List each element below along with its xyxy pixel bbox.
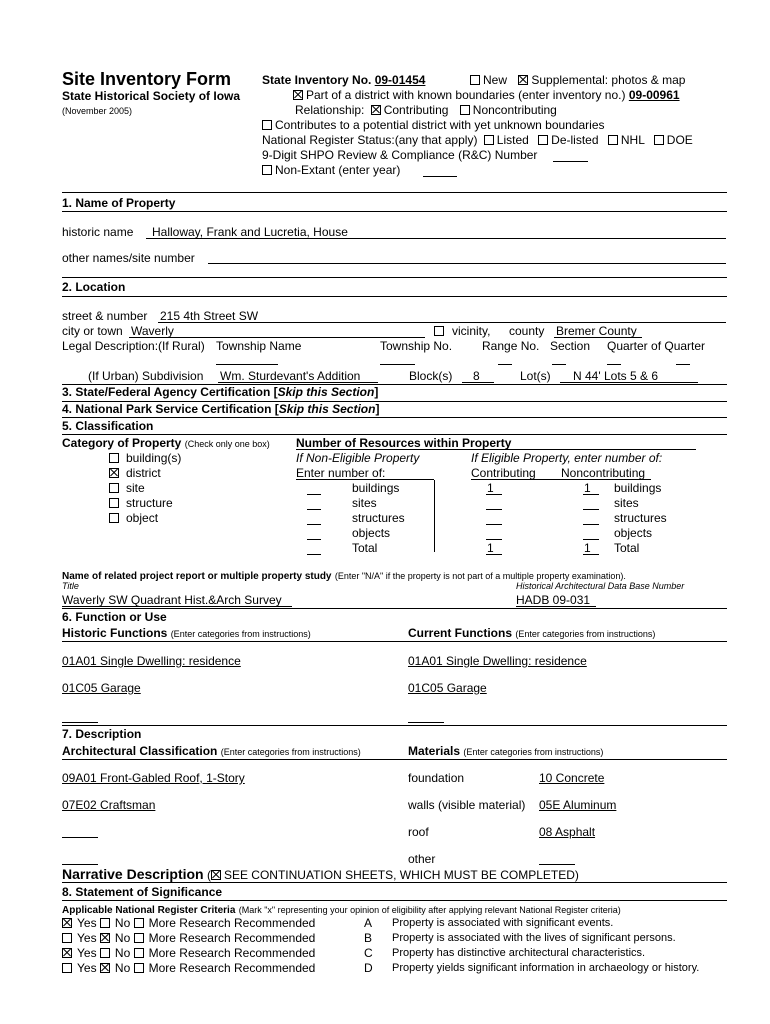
inventory-line: [262, 74, 425, 86]
listed-checkbox[interactable]: [484, 135, 494, 145]
no-checkbox[interactable]: [100, 963, 110, 973]
category-option[interactable]: [109, 452, 181, 464]
nonextant-row[interactable]: [262, 164, 400, 176]
city-field[interactable]: [129, 337, 425, 338]
category-note: (Check only one box): [184, 439, 270, 449]
criterion-letter: D: [364, 961, 373, 975]
resource-type-label: buildings: [352, 481, 400, 495]
resource-type-label: objects: [614, 526, 653, 540]
criterion-letter: C: [364, 946, 373, 960]
divider: [62, 882, 727, 883]
noneligible-count-field[interactable]: [307, 494, 321, 495]
inventory-number[interactable]: 09-01454: [374, 73, 426, 87]
noncontributing-count-field[interactable]: [583, 554, 599, 555]
narrative-checkbox[interactable]: [211, 870, 221, 880]
category-checkbox[interactable]: [109, 498, 119, 508]
divider: [62, 725, 727, 726]
more-research-checkbox[interactable]: [134, 918, 144, 928]
no-checkbox[interactable]: [100, 933, 110, 943]
contributing-count-field[interactable]: [486, 509, 502, 510]
resources-underline: [296, 449, 696, 450]
category-label: building(s): [126, 451, 182, 465]
more-research-checkbox[interactable]: [134, 963, 144, 973]
quarter-label: Quarter of Quarter: [607, 339, 706, 353]
materials-header: [408, 745, 603, 757]
noncontributing-count-field[interactable]: [583, 509, 599, 510]
block-label: Block(s): [409, 369, 453, 383]
block-value[interactable]: 8: [473, 369, 480, 383]
potential-district-row[interactable]: [262, 119, 605, 131]
contributing-label: Contributing: [383, 103, 449, 117]
narrative-row: Narrative Description ( SEE CONTINUATION SHEETS, WHICH MUST BE COMPLETED): [62, 866, 579, 882]
section-3-heading: 3. State/Federal Agency Certification [Skip this Section]: [62, 385, 379, 399]
street-value[interactable]: 215 4th Street SW: [160, 309, 259, 323]
divider: [62, 608, 727, 609]
noncontributing-count[interactable]: 1: [584, 541, 591, 555]
noneligible-count-field[interactable]: [307, 554, 321, 555]
arch-class-header: [62, 745, 361, 757]
supplemental-checkbox[interactable]: [518, 75, 528, 85]
historic-functions-note: (Enter categories from instructions): [170, 629, 311, 639]
relationship-label: Relationship:: [295, 103, 365, 117]
yes-checkbox[interactable]: [62, 963, 72, 973]
historic-functions-header: [62, 627, 311, 639]
section-4-heading: 4. National Park Service Certification [Skip this Section]: [62, 402, 380, 416]
section-7-heading: 7. Description: [62, 727, 142, 741]
relationship-row: [295, 104, 557, 116]
noncontributing-checkbox[interactable]: [460, 105, 470, 115]
part-district-label: Part of a district with known boundaries (enter inventory no.): [306, 88, 626, 102]
noneligible-count-field[interactable]: [307, 524, 321, 525]
title-label: Title: [62, 581, 79, 591]
criteria-row: [62, 932, 315, 944]
criterion-letter: A: [364, 916, 373, 930]
current-function-1[interactable]: 01A01 Single Dwelling: residence: [408, 654, 587, 668]
inventory-label: State Inventory No.: [262, 73, 372, 87]
form-title: Site Inventory Form: [62, 69, 232, 89]
doe-checkbox[interactable]: [654, 135, 664, 145]
criteria-row: [62, 947, 315, 959]
noneligible-label: If Non-Eligible Property: [296, 451, 420, 465]
vicinity-checkbox[interactable]: [434, 326, 444, 336]
roof-value[interactable]: 08 Asphalt: [539, 825, 596, 839]
contributing-count[interactable]: 1: [487, 541, 494, 555]
section-6-underline: [62, 641, 727, 642]
nhl-label: NHL: [620, 133, 645, 147]
vicinity-row[interactable]: [434, 325, 490, 337]
potential-district-label: Contributes to a potential district with yet unknown boundaries: [275, 118, 605, 132]
historic-name-value[interactable]: Halloway, Frank and Lucretia, House: [152, 225, 348, 239]
noncontributing-count-field[interactable]: [583, 539, 599, 540]
subdivision-value[interactable]: Wm. Sturdevant's Addition: [220, 369, 361, 383]
resource-type-label: structures: [614, 511, 667, 525]
form-date: (November 2005): [62, 106, 133, 116]
narrative-label: Narrative Description: [62, 866, 204, 882]
eligible-label: If Eligible Property, enter number of:: [471, 451, 663, 465]
street-label: street & number: [62, 309, 148, 323]
section-field[interactable]: [552, 364, 566, 365]
yes-label: Yes: [77, 931, 97, 945]
township-no-label: Township No.: [380, 339, 453, 353]
legal-desc-label: Legal Description:(If Rural): [62, 339, 205, 353]
category-label: object: [126, 511, 159, 525]
arch-class-2[interactable]: 07E02 Craftsman: [62, 798, 156, 812]
column-divider: [434, 480, 435, 552]
urban-label: (If Urban) Subdivision: [88, 369, 204, 383]
col-header-underline: [471, 479, 651, 480]
divider: [62, 417, 727, 418]
resource-type-label: objects: [352, 526, 391, 540]
contributing-count[interactable]: 1: [487, 481, 494, 495]
related-title-value[interactable]: Waverly SW Quadrant Hist.&Arch Survey: [62, 593, 282, 607]
district-number[interactable]: 09-00961: [628, 88, 680, 102]
yes-checkbox[interactable]: [62, 918, 72, 928]
part-district-checkbox[interactable]: [293, 90, 303, 100]
arch-class-1[interactable]: 09A01 Front-Gabled Roof, 1-Story: [62, 771, 245, 785]
category-label: site: [126, 481, 145, 495]
noncontributing-count[interactable]: 1: [584, 481, 591, 495]
block-field[interactable]: [462, 382, 494, 383]
other-label: other: [408, 852, 436, 866]
org-name: State Historical Society of Iowa: [62, 89, 241, 103]
current-function-2[interactable]: 01C05 Garage: [408, 681, 487, 695]
city-label: city or town: [62, 324, 123, 338]
current-function-3-field[interactable]: [408, 722, 444, 723]
no-checkbox[interactable]: [100, 948, 110, 958]
more-research-label: More Research Recommended: [148, 931, 316, 945]
category-label: Category of Property: [62, 436, 182, 450]
contributing-count-field[interactable]: [486, 524, 502, 525]
township-name-label: Township Name: [216, 339, 302, 353]
criteria-note: (Mark "x" representing your opinion of eligibility after applying relevant National Register criteria): [238, 905, 621, 915]
divider: [62, 900, 727, 901]
lot-field[interactable]: [560, 382, 698, 383]
nonextant-year-field[interactable]: [423, 176, 457, 177]
new-checkbox-row[interactable]: [470, 74, 685, 86]
range-label: Range No.: [482, 339, 540, 353]
other-material-field[interactable]: [539, 864, 575, 865]
section-label: Section: [550, 339, 591, 353]
category-option[interactable]: [109, 467, 161, 479]
nhl-checkbox[interactable]: [608, 135, 618, 145]
criterion-description: Property is associated with significant events.: [392, 917, 614, 929]
category-checkbox[interactable]: [109, 513, 119, 523]
vicinity-label: vicinity,: [452, 324, 491, 338]
no-checkbox[interactable]: [100, 918, 110, 928]
yes-label: Yes: [77, 916, 97, 930]
resources-label: Number of Resources within Property: [296, 436, 512, 450]
other-names-field[interactable]: [208, 263, 726, 264]
lot-label: Lot(s): [520, 369, 551, 383]
more-research-label: More Research Recommended: [148, 946, 316, 960]
category-option[interactable]: [109, 512, 158, 524]
range-field[interactable]: [498, 364, 512, 365]
yes-label: Yes: [77, 946, 97, 960]
category-option[interactable]: [109, 497, 173, 509]
noneligible-count-field[interactable]: [307, 539, 321, 540]
criteria-row: [62, 962, 315, 974]
walls-value[interactable]: 05E Aluminum: [539, 798, 617, 812]
street-field[interactable]: [158, 322, 726, 323]
section-5-heading: 5. Classification: [62, 419, 154, 433]
supplemental-label: Supplemental: photos & map: [531, 73, 686, 87]
arch-class-4-field[interactable]: [62, 864, 98, 865]
foundation-value[interactable]: 10 Concrete: [539, 771, 605, 785]
noneligible-count-field[interactable]: [307, 509, 321, 510]
section-7-underline: [62, 759, 727, 760]
county-label: county: [509, 324, 545, 338]
arch-class-label: Architectural Classification: [62, 744, 218, 758]
delisted-checkbox[interactable]: [538, 135, 548, 145]
rc-number-field[interactable]: [553, 161, 588, 162]
criteria-label: Applicable National Register Criteria: [62, 905, 236, 916]
rc-number-label: 9-Digit SHPO Review & Compliance (R&C) Number: [262, 148, 538, 162]
historic-name-label: historic name: [62, 225, 134, 239]
no-label: No: [114, 916, 131, 930]
enter-number-label: Enter number of:: [296, 466, 386, 480]
quarter-field[interactable]: [607, 364, 621, 365]
divider: [62, 277, 727, 278]
criteria-row: [62, 917, 315, 929]
current-functions-label: Current Functions: [408, 626, 512, 640]
roof-label: roof: [408, 825, 429, 839]
category-header: [62, 437, 270, 449]
contributing-count-field[interactable]: [486, 539, 502, 540]
noncontributing-count-field[interactable]: [583, 524, 599, 525]
no-label: No: [114, 931, 131, 945]
potential-district-checkbox[interactable]: [262, 120, 272, 130]
resource-type-label: buildings: [614, 481, 662, 495]
yes-checkbox[interactable]: [62, 933, 72, 943]
nr-status-row: [262, 134, 693, 146]
noncontributing-count-field[interactable]: [583, 494, 599, 495]
more-research-label: More Research Recommended: [148, 916, 316, 930]
criterion-description: Property yields significant information in archaeology or history.: [392, 962, 700, 974]
historic-functions-label: Historic Functions: [62, 626, 168, 640]
criterion-letter: B: [364, 931, 373, 945]
section-6-heading: 6. Function or Use: [62, 610, 167, 624]
arch-class-note: (Enter categories from instructions): [220, 747, 361, 757]
resource-type-label: Total: [614, 541, 640, 555]
part-of-district-row[interactable]: [293, 89, 680, 101]
hadb-label: Historical Architectural Data Base Number: [516, 581, 685, 591]
category-label: district: [126, 466, 161, 480]
other-names-label: other names/site number: [62, 251, 195, 265]
hadb-field[interactable]: [516, 606, 596, 607]
nonextant-checkbox[interactable]: [262, 165, 272, 175]
subdivision-field[interactable]: [218, 382, 378, 383]
criteria-header: [62, 903, 621, 916]
yes-checkbox[interactable]: [62, 948, 72, 958]
nonextant-label: Non-Extant (enter year): [275, 163, 401, 177]
category-checkbox[interactable]: [109, 453, 119, 463]
resource-type-label: structures: [352, 511, 405, 525]
more-research-label: More Research Recommended: [148, 961, 316, 975]
criterion-description: Property has distinctive architectural characteristics.: [392, 947, 646, 959]
historic-function-3-field[interactable]: [62, 722, 98, 723]
divider: [62, 434, 727, 435]
township-name-field[interactable]: [216, 364, 278, 365]
county-value[interactable]: Bremer County: [556, 324, 637, 338]
walls-label: walls (visible material): [408, 798, 526, 812]
city-value[interactable]: Waverly: [131, 324, 174, 338]
township-no-field[interactable]: [380, 364, 415, 365]
section-8-heading: 8. Statement of Significance: [62, 885, 223, 899]
historic-function-1[interactable]: 01A01 Single Dwelling: residence: [62, 654, 241, 668]
divider: [62, 192, 727, 193]
category-label: structure: [126, 496, 173, 510]
more-research-checkbox[interactable]: [134, 948, 144, 958]
no-label: No: [114, 946, 131, 960]
contributing-checkbox[interactable]: [371, 105, 381, 115]
yes-label: Yes: [77, 961, 97, 975]
current-functions-header: [408, 627, 655, 639]
lot-value[interactable]: N 44' Lots 5 & 6: [573, 369, 659, 383]
more-research-checkbox[interactable]: [134, 933, 144, 943]
materials-note: (Enter categories from instructions): [463, 747, 604, 757]
materials-label: Materials: [408, 744, 461, 758]
doe-label: DOE: [666, 133, 693, 147]
current-functions-note: (Enter categories from instructions): [515, 629, 656, 639]
contributing-count-field[interactable]: [486, 494, 502, 495]
county-field[interactable]: [554, 337, 642, 338]
related-study-label: Name of related project report or multiple property study: [62, 571, 332, 582]
category-option[interactable]: [109, 482, 145, 494]
resource-type-label: sites: [614, 496, 639, 510]
listed-label: Listed: [496, 133, 529, 147]
related-title-field[interactable]: [62, 606, 292, 607]
nr-status-label: National Register Status:(any that apply): [262, 133, 478, 147]
category-checkbox[interactable]: [109, 483, 119, 493]
narrative-note: SEE CONTINUATION SHEETS, WHICH MUST BE COMPLETED): [223, 868, 579, 882]
enter-number-underline: [296, 479, 434, 480]
section-1-heading: 1. Name of Property: [62, 196, 176, 210]
resource-type-label: sites: [352, 496, 377, 510]
delisted-label: De-listed: [551, 133, 599, 147]
contributing-col-label: Contributing: [471, 466, 536, 480]
noncontributing-label: Noncontributing: [472, 103, 557, 117]
divider: [62, 211, 727, 212]
historic-name-field[interactable]: [146, 238, 726, 239]
category-checkbox[interactable]: [109, 468, 119, 478]
quarter-of-quarter-field[interactable]: [676, 364, 690, 365]
contributing-count-field[interactable]: [486, 554, 502, 555]
foundation-label: foundation: [408, 771, 465, 785]
divider: [62, 296, 727, 297]
new-label: New: [483, 73, 508, 87]
no-label: No: [114, 961, 131, 975]
section-2-heading: 2. Location: [62, 280, 126, 294]
resource-type-label: Total: [352, 541, 378, 555]
criterion-description: Property is associated with the lives of significant persons.: [392, 932, 676, 944]
new-checkbox[interactable]: [470, 75, 480, 85]
hadb-value[interactable]: HADB 09-031: [516, 593, 591, 607]
noncontributing-col-label: Noncontributing: [561, 466, 646, 480]
arch-class-3-field[interactable]: [62, 837, 98, 838]
related-study-note: (Enter "N/A" if the property is not part of a multiple property examination).: [334, 571, 626, 581]
historic-function-2[interactable]: 01C05 Garage: [62, 681, 141, 695]
